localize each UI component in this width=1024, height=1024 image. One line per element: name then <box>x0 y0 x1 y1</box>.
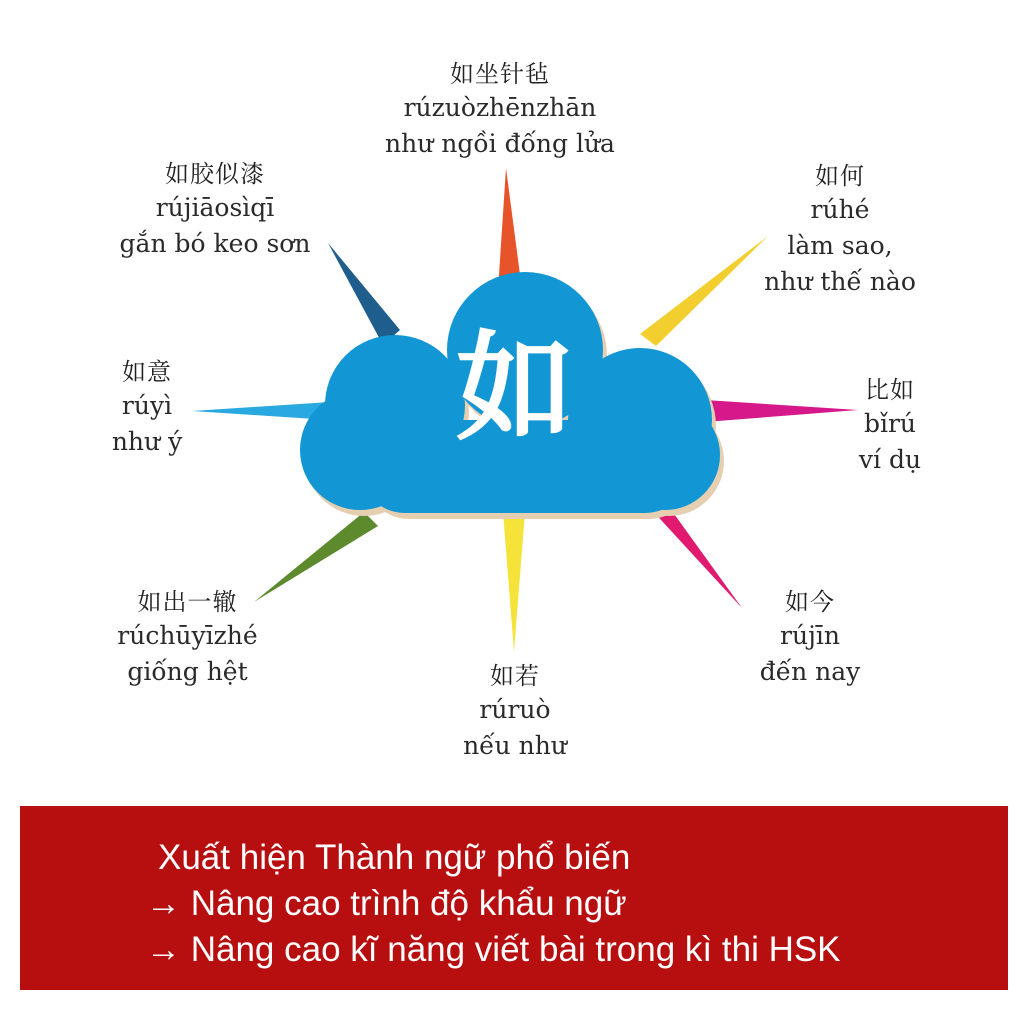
node-top-meaning: như ngồi đống lửa <box>385 129 615 158</box>
node-bottom-left <box>95 586 280 690</box>
banner-line-3: → Nâng cao kĩ năng viết bài trong kì thi HSK <box>146 930 841 969</box>
node-bottom-right <box>740 586 880 690</box>
node-top-right <box>740 160 940 300</box>
node-bottom-left-pinyin: rúchūyīzhé <box>117 621 258 650</box>
node-top-pinyin: rúzuòzhēnzhān <box>403 93 597 122</box>
banner-line-1: Xuất hiện Thành ngữ phổ biến <box>158 838 631 877</box>
node-bottom-left-meaning: giống hệt <box>127 657 248 686</box>
ray-bottom <box>503 512 525 652</box>
center-character: 如 <box>455 318 574 457</box>
node-bottom-right-hanzi: 如今 <box>785 588 835 616</box>
ray-top-left <box>328 243 400 345</box>
node-top-left-meaning: gắn bó keo sơn <box>119 229 311 258</box>
node-left <box>92 356 202 460</box>
node-left-pinyin: rúyì <box>121 391 173 420</box>
node-bottom-right-pinyin: rújīn <box>780 621 840 650</box>
node-top-left <box>100 158 330 262</box>
node-top-right-hanzi: 如何 <box>815 162 865 190</box>
node-bottom <box>440 660 590 764</box>
node-top-left-pinyin: rújiāosìqī <box>155 193 275 222</box>
node-bottom-meaning: nếu như <box>463 731 567 760</box>
node-bottom-hanzi: 如若 <box>490 662 540 690</box>
node-top-right-meaning: làm sao, <box>787 231 893 260</box>
node-bottom-right-meaning: đến nay <box>759 657 861 686</box>
node-right-pinyin: bǐrú <box>863 409 917 438</box>
node-top-right-pinyin: rúhé <box>810 195 870 224</box>
node-right-meaning: ví dụ <box>858 445 922 474</box>
node-top-left-hanzi: 如胶似漆 <box>165 160 265 188</box>
ray-left <box>192 402 330 420</box>
node-right-hanzi: 比如 <box>865 376 915 404</box>
info-banner <box>20 806 1008 990</box>
ray-right <box>705 400 858 422</box>
node-top-right-meaning-2: như thế nào <box>764 267 916 296</box>
ray-top <box>498 168 522 290</box>
node-bottom-left-hanzi: 如出一辙 <box>137 588 238 616</box>
banner-line-2: → Nâng cao trình độ khẩu ngữ <box>146 884 627 923</box>
node-left-hanzi: 如意 <box>122 358 172 386</box>
node-bottom-pinyin: rúruò <box>479 695 551 724</box>
node-left-meaning: như ý <box>111 427 183 456</box>
node-right <box>840 374 940 478</box>
node-top-hanzi: 如坐针毡 <box>450 60 550 88</box>
node-top <box>360 58 640 162</box>
